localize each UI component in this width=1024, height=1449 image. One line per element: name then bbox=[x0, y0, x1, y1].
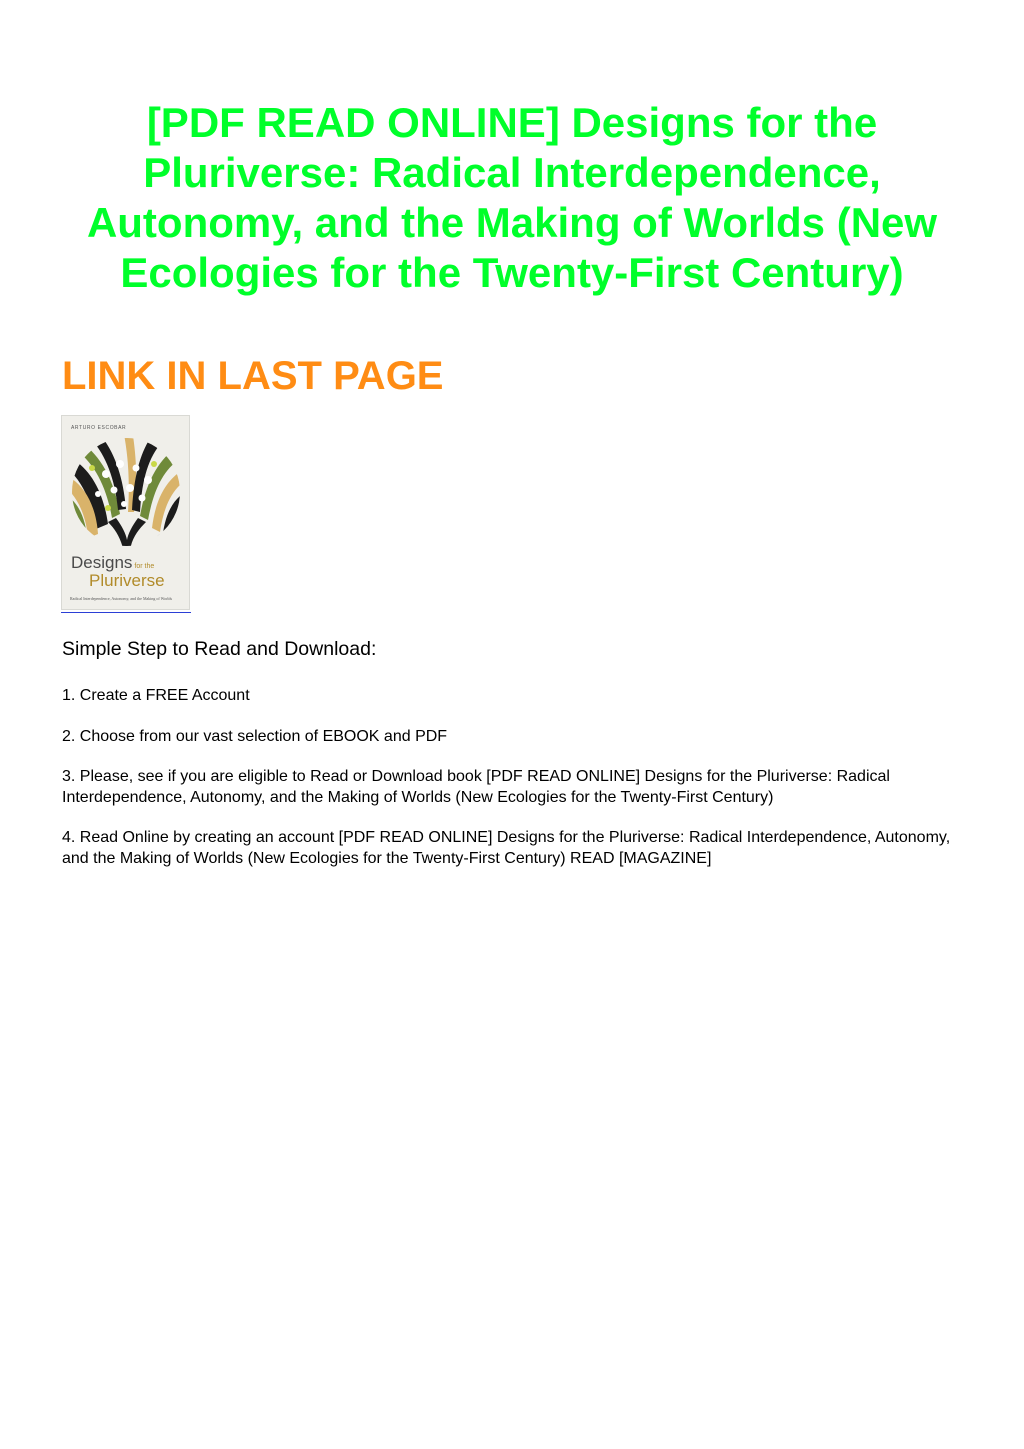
step-item: 3. Please, see if you are eligible to Read or Download book [PDF READ ONLINE] Designs for the Pluriverse: Radical Interdependence, Autonomy, and the Making of Worlds (New Ecologies for the Twenty-First Century) bbox=[62, 768, 890, 806]
leaf-illustration bbox=[68, 434, 185, 554]
page-title: [PDF READ ONLINE] Designs for the Pluriverse: Radical Interdependence, Autonomy, and the Making of Worlds (New Ecologies for the Twenty-First Century) bbox=[86, 99, 938, 296]
step-item: 4. Read Online by creating an account [PDF READ ONLINE] Designs for the Pluriverse: Radical Interdependence, Autonomy, and the Making of Worlds (New Ecologies for the Twenty-First Century) READ [MAGAZINE] bbox=[62, 829, 951, 867]
steps-heading: Simple Step to Read and Download: bbox=[62, 638, 377, 660]
cover-author: ARTURO ESCOBAR bbox=[71, 425, 127, 431]
book-cover-link[interactable] bbox=[61, 415, 191, 613]
book-cover-image bbox=[61, 415, 190, 610]
link-in-last-page-heading: LINK IN LAST PAGE bbox=[62, 354, 444, 398]
step-item: 2. Choose from our vast selection of EBOOK and PDF bbox=[62, 728, 448, 745]
cover-subtitle: Radical Interdependence, Autonomy, and the Making of Worlds bbox=[70, 596, 173, 601]
step-item: 1. Create a FREE Account bbox=[62, 687, 250, 704]
cover-title-designs: Designs for the bbox=[71, 553, 155, 572]
cover-title-for-the: for the bbox=[134, 563, 155, 570]
cover-title-pluriverse: Pluriverse bbox=[89, 571, 165, 590]
